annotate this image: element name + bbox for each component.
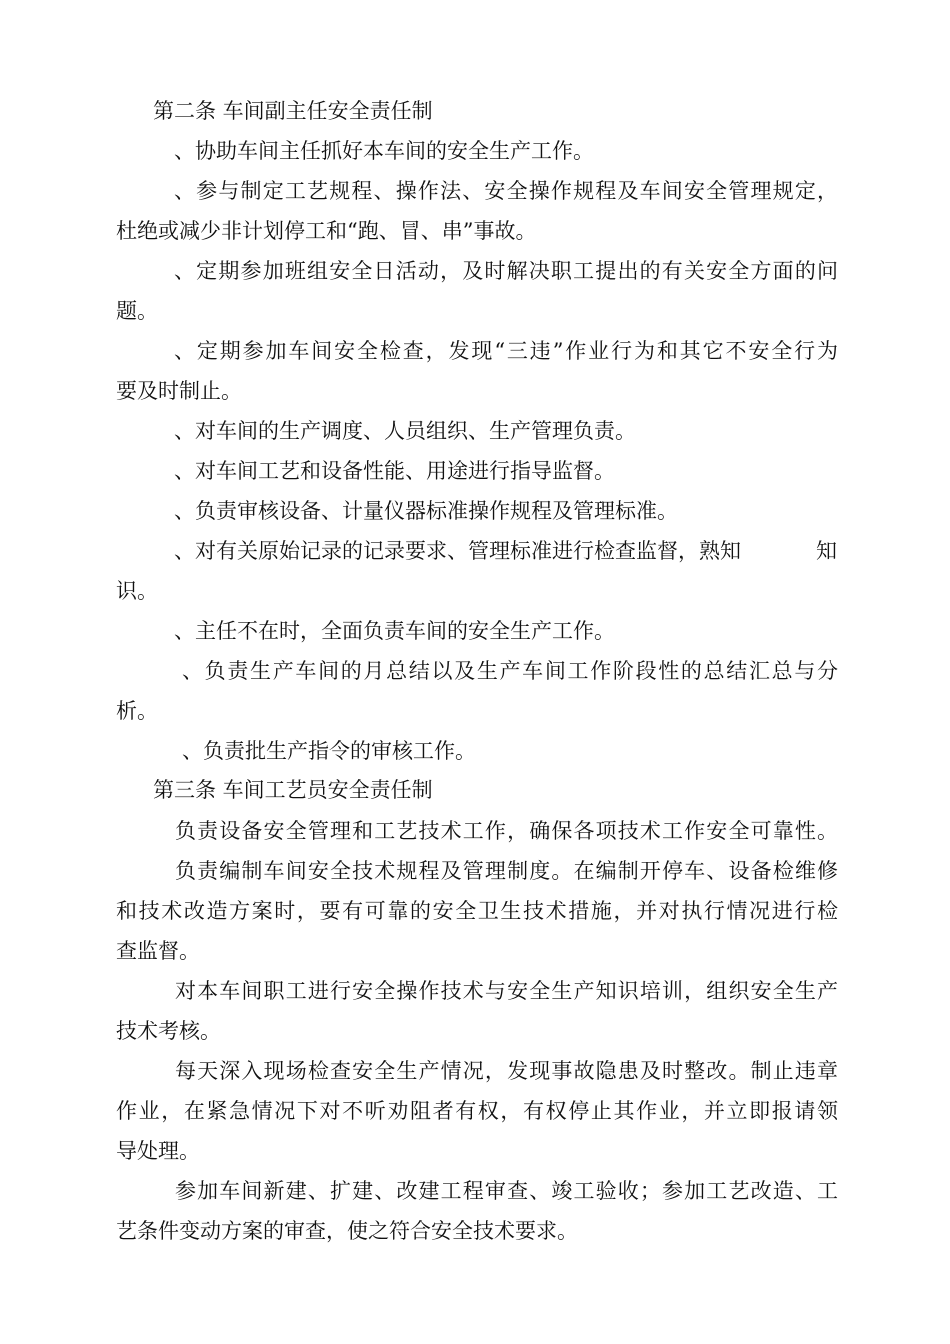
section-3-item-5: 参加车间新建、扩建、改建工程审查、竣工验收；参加工艺改造、工 xyxy=(175,1179,838,1203)
section-3-heading: 第三条 车间工艺员安全责任制 xyxy=(153,778,433,802)
section-3-item-5-cont: 艺条件变动方案的审查，使之符合安全技术要求。 xyxy=(116,1219,578,1243)
section-2-item-11: 、负责批生产指令的审核工作。 xyxy=(182,739,476,763)
section-3-item-4-cont2: 导处理。 xyxy=(116,1139,200,1163)
section-3-item-2-cont: 和技术改造方案时，要有可靠的安全卫生技术措施，并对执行情况进行检 xyxy=(116,899,838,923)
section-2-item-8-tail: 知 xyxy=(816,539,837,563)
section-2-item-10-cont: 析。 xyxy=(116,699,158,723)
section-3-item-4-cont: 作业，在紧急情况下对不听劝阻者有权，有权停止其作业，并立即报请领 xyxy=(116,1099,838,1123)
section-2-item-5: 、对车间的生产调度、人员组织、生产管理负责。 xyxy=(174,419,636,443)
section-3-item-3-cont: 技术考核。 xyxy=(116,1019,221,1043)
section-2-item-7: 、负责审核设备、计量仪器标准操作规程及管理标准。 xyxy=(174,499,678,523)
section-2-item-8-cont: 识。 xyxy=(116,579,158,603)
section-2-item-1: 、协助车间主任抓好本车间的安全生产工作。 xyxy=(174,139,594,163)
section-2-item-3: 、定期参加班组安全日活动，及时解决职工提出的有关安全方面的问 xyxy=(174,259,838,283)
section-2-item-4-cont: 要及时制止。 xyxy=(116,379,242,403)
section-2-item-4: 、定期参加车间安全检查，发现“三违”作业行为和其它不安全行为 xyxy=(174,339,838,363)
section-2-item-2-cont: 杜绝或减少非计划停工和“跑、冒、串”事故。 xyxy=(116,219,537,243)
section-2-item-2: 、参与制定工艺规程、操作法、安全操作规程及车间安全管理规定， xyxy=(174,179,838,203)
section-2-heading: 第二条 车间副主任安全责任制 xyxy=(153,99,433,123)
section-2-item-3-cont: 题。 xyxy=(116,299,158,323)
section-3-item-2: 负责编制车间安全技术规程及管理制度。在编制开停车、设备检维修 xyxy=(175,859,838,883)
section-2-item-8: 、对有关原始记录的记录要求、管理标准进行检查监督，熟知 xyxy=(174,539,741,563)
section-3-item-1: 负责设备安全管理和工艺技术工作，确保各项技术工作安全可靠性。 xyxy=(175,819,838,843)
section-2-item-6: 、对车间工艺和设备性能、用途进行指导监督。 xyxy=(174,459,615,483)
section-3-item-3: 对本车间职工进行安全操作技术与安全生产知识培训，组织安全生产 xyxy=(175,979,838,1003)
section-2-item-10: 、负责生产车间的月总结以及生产车间工作阶段性的总结汇总与分 xyxy=(182,659,838,683)
section-3-item-4: 每天深入现场检查安全生产情况，发现事故隐患及时整改。制止违章 xyxy=(175,1059,838,1083)
section-2-item-9: 、主任不在时，全面负责车间的安全生产工作。 xyxy=(174,619,615,643)
section-3-item-2-cont2: 查监督。 xyxy=(116,939,200,963)
